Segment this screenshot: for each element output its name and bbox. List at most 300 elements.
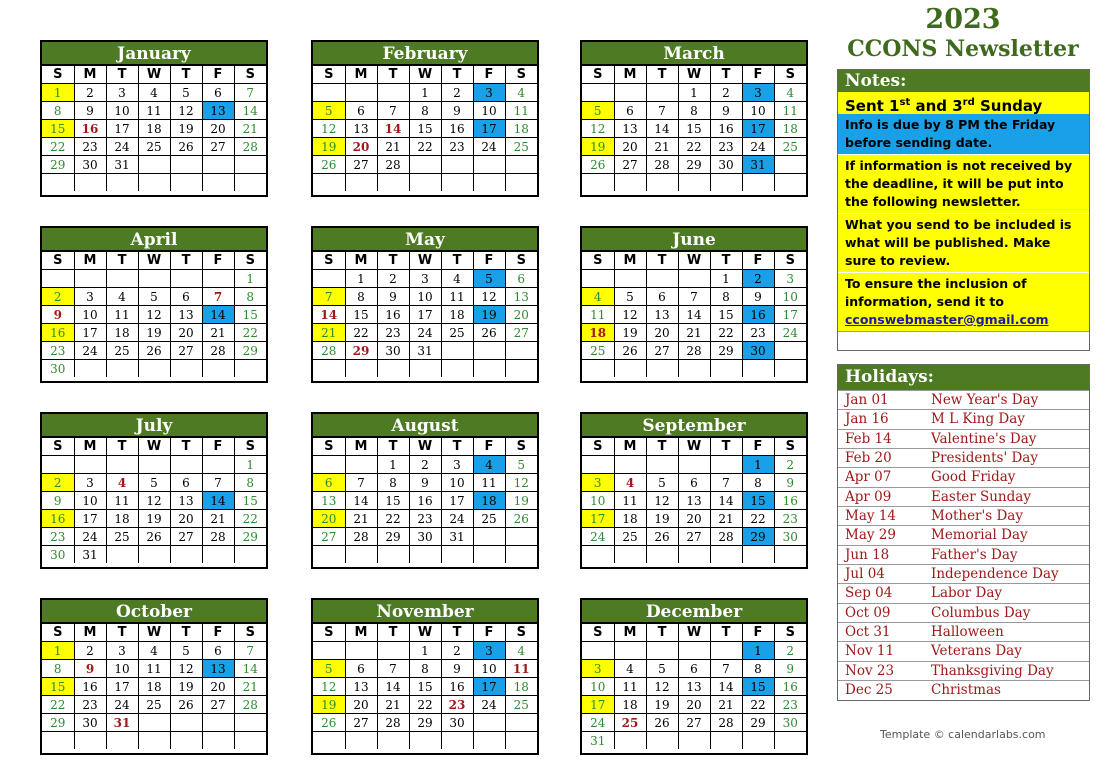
day-cell: 18 — [582, 324, 614, 342]
holiday-date: Oct 09 — [845, 604, 891, 621]
day-cell: 19 — [582, 138, 614, 156]
empty-cell — [345, 456, 377, 474]
weekday-label: W — [678, 624, 710, 642]
day-cell: 19 — [313, 696, 345, 714]
day-cell: 28 — [377, 156, 409, 174]
month-august — [311, 412, 539, 569]
day-cell: 10 — [74, 492, 106, 510]
day-cell: 6 — [202, 642, 234, 660]
day-cell: 13 — [646, 306, 678, 324]
day-cell: 8 — [42, 660, 74, 678]
day-cell: 30 — [742, 342, 774, 360]
empty-cell — [74, 360, 106, 378]
day-cell: 11 — [582, 306, 614, 324]
empty-cell — [409, 360, 441, 378]
day-cell: 28 — [234, 138, 266, 156]
day-cell: 13 — [202, 102, 234, 120]
weekday-label: S — [774, 252, 806, 270]
day-cell: 2 — [710, 84, 742, 102]
day-cell: 3 — [582, 660, 614, 678]
weekday-label: F — [202, 66, 234, 84]
day-cell: 13 — [202, 660, 234, 678]
empty-cell — [74, 456, 106, 474]
weekday-label: T — [441, 438, 473, 456]
weekday-label: S — [234, 252, 266, 270]
weekday-label: M — [614, 252, 646, 270]
empty-cell — [170, 360, 202, 378]
weekday-label: W — [678, 438, 710, 456]
empty-cell — [582, 456, 614, 474]
day-cell: 11 — [441, 288, 473, 306]
day-cell: 3 — [774, 270, 806, 288]
day-cell: 25 — [473, 510, 505, 528]
day-cell: 17 — [106, 678, 138, 696]
empty-cell — [138, 270, 170, 288]
day-cell: 24 — [441, 510, 473, 528]
empty-cell — [505, 174, 537, 192]
empty-cell — [774, 174, 806, 192]
day-cell: 18 — [774, 120, 806, 138]
day-cell: 25 — [774, 138, 806, 156]
weekday-label: S — [42, 66, 74, 84]
empty-cell — [234, 732, 266, 750]
empty-cell — [170, 174, 202, 192]
empty-cell — [170, 546, 202, 564]
weekday-label: F — [473, 252, 505, 270]
month-march — [580, 40, 808, 197]
day-cell: 5 — [646, 660, 678, 678]
empty-cell — [202, 546, 234, 564]
day-cell: 11 — [774, 102, 806, 120]
weekday-label: F — [202, 624, 234, 642]
month-title: November — [313, 600, 537, 623]
weekday-label: S — [42, 624, 74, 642]
day-cell: 19 — [614, 324, 646, 342]
empty-cell — [646, 732, 678, 750]
note-sent-schedule — [838, 92, 1089, 114]
empty-cell — [138, 714, 170, 732]
weekday-label: W — [678, 252, 710, 270]
holiday-row — [838, 661, 1089, 680]
day-cell: 8 — [710, 288, 742, 306]
day-cell: 17 — [441, 492, 473, 510]
day-cell: 21 — [313, 324, 345, 342]
empty-cell — [138, 732, 170, 750]
empty-cell — [409, 156, 441, 174]
day-cell: 15 — [742, 678, 774, 696]
day-cell: 16 — [441, 678, 473, 696]
day-cell: 11 — [614, 492, 646, 510]
day-cell: 4 — [106, 288, 138, 306]
weekday-label: S — [313, 438, 345, 456]
day-cell: 6 — [678, 660, 710, 678]
weekday-label: S — [582, 438, 614, 456]
weekday-label: S — [774, 66, 806, 84]
day-cell: 26 — [138, 342, 170, 360]
weekday-label: M — [74, 438, 106, 456]
weekday-label: T — [170, 438, 202, 456]
day-cell: 13 — [345, 678, 377, 696]
weekday-label: T — [106, 252, 138, 270]
day-cell: 10 — [582, 492, 614, 510]
empty-cell — [170, 732, 202, 750]
holiday-row — [838, 390, 1089, 409]
empty-cell — [646, 84, 678, 102]
weekday-label: W — [138, 624, 170, 642]
month-title: March — [582, 42, 806, 65]
day-cell: 14 — [377, 120, 409, 138]
day-cell: 20 — [614, 138, 646, 156]
empty-cell — [505, 546, 537, 564]
day-cell: 27 — [614, 156, 646, 174]
day-cell: 21 — [710, 696, 742, 714]
empty-cell — [473, 174, 505, 192]
empty-cell — [678, 270, 710, 288]
day-cell: 24 — [473, 696, 505, 714]
day-cell: 14 — [313, 306, 345, 324]
day-cell: 26 — [170, 138, 202, 156]
holiday-name: Thanksgiving Day — [931, 662, 1054, 679]
day-cell: 3 — [409, 270, 441, 288]
month-june — [580, 226, 808, 383]
holiday-name: Labor Day — [931, 585, 1003, 602]
empty-cell — [441, 174, 473, 192]
day-cell: 7 — [710, 474, 742, 492]
weekday-label: W — [138, 252, 170, 270]
month-april — [40, 226, 268, 383]
day-cell: 15 — [409, 120, 441, 138]
day-cell: 23 — [377, 324, 409, 342]
day-cell: 24 — [106, 696, 138, 714]
empty-cell — [473, 546, 505, 564]
weekday-label: S — [234, 624, 266, 642]
holiday-row — [838, 641, 1089, 660]
day-cell: 14 — [345, 492, 377, 510]
day-cell: 5 — [473, 270, 505, 288]
month-september — [580, 412, 808, 569]
weekday-label: F — [742, 438, 774, 456]
day-cell: 16 — [74, 678, 106, 696]
day-cell: 29 — [742, 714, 774, 732]
day-cell: 29 — [710, 342, 742, 360]
day-cell: 18 — [138, 120, 170, 138]
day-cell: 17 — [473, 678, 505, 696]
weekday-label: F — [742, 624, 774, 642]
day-cell: 20 — [170, 510, 202, 528]
weekday-label: S — [234, 66, 266, 84]
weekday-label: S — [42, 438, 74, 456]
empty-cell — [742, 732, 774, 750]
empty-cell — [505, 732, 537, 750]
weekday-label: S — [505, 624, 537, 642]
day-cell: 19 — [646, 510, 678, 528]
day-cell: 23 — [774, 510, 806, 528]
day-cell: 16 — [74, 120, 106, 138]
weekday-label: S — [505, 252, 537, 270]
day-cell: 16 — [774, 492, 806, 510]
weekday-label: T — [646, 438, 678, 456]
weekday-label: S — [582, 624, 614, 642]
empty-cell — [345, 360, 377, 378]
day-cell: 12 — [646, 492, 678, 510]
day-cell: 19 — [313, 138, 345, 156]
day-cell: 2 — [441, 642, 473, 660]
empty-cell — [106, 456, 138, 474]
weekday-label: T — [710, 66, 742, 84]
empty-cell — [646, 174, 678, 192]
weekday-label: T — [170, 624, 202, 642]
empty-cell — [409, 732, 441, 750]
day-cell: 21 — [377, 138, 409, 156]
holiday-date: May 14 — [845, 508, 896, 525]
day-cell: 18 — [138, 678, 170, 696]
weekday-label: T — [710, 438, 742, 456]
empty-cell — [170, 714, 202, 732]
day-cell: 28 — [345, 528, 377, 546]
day-cell: 22 — [678, 138, 710, 156]
day-cell: 17 — [74, 324, 106, 342]
day-cell: 2 — [377, 270, 409, 288]
day-cell: 22 — [234, 324, 266, 342]
day-cell: 20 — [345, 696, 377, 714]
day-cell: 12 — [138, 306, 170, 324]
day-cell: 8 — [742, 474, 774, 492]
day-cell: 26 — [646, 528, 678, 546]
day-cell: 26 — [505, 510, 537, 528]
day-cell: 31 — [409, 342, 441, 360]
day-cell: 12 — [505, 474, 537, 492]
holiday-date: Feb 14 — [845, 430, 892, 447]
day-cell: 16 — [409, 492, 441, 510]
day-cell: 8 — [377, 474, 409, 492]
month-table — [42, 65, 266, 191]
empty-cell — [710, 174, 742, 192]
weekday-label: F — [742, 66, 774, 84]
empty-cell — [614, 270, 646, 288]
month-table — [582, 251, 806, 377]
weekday-label: T — [441, 252, 473, 270]
weekday-label: M — [345, 438, 377, 456]
day-cell: 10 — [774, 288, 806, 306]
empty-cell — [614, 456, 646, 474]
empty-cell — [614, 732, 646, 750]
empty-cell — [202, 360, 234, 378]
day-cell: 11 — [505, 660, 537, 678]
day-cell: 24 — [742, 138, 774, 156]
empty-cell — [106, 732, 138, 750]
day-cell: 7 — [234, 642, 266, 660]
holidays-heading: Holidays: — [838, 365, 1089, 390]
day-cell: 8 — [345, 288, 377, 306]
day-cell: 31 — [106, 156, 138, 174]
day-cell: 17 — [74, 510, 106, 528]
day-cell: 25 — [505, 696, 537, 714]
holiday-row — [838, 564, 1089, 583]
day-cell: 20 — [505, 306, 537, 324]
empty-cell — [710, 546, 742, 564]
year-title: 2023 — [925, 4, 1001, 35]
day-cell: 26 — [170, 696, 202, 714]
weekday-label: T — [106, 438, 138, 456]
day-cell: 1 — [742, 456, 774, 474]
weekday-label: T — [646, 66, 678, 84]
day-cell: 5 — [505, 456, 537, 474]
day-cell: 19 — [170, 120, 202, 138]
day-cell: 4 — [774, 84, 806, 102]
holiday-date: Apr 07 — [845, 469, 892, 486]
empty-cell — [774, 732, 806, 750]
month-october — [40, 598, 268, 755]
sent-sup2: rd — [962, 97, 975, 108]
weekday-label: S — [42, 252, 74, 270]
day-cell: 8 — [742, 660, 774, 678]
day-cell: 2 — [774, 642, 806, 660]
email-link[interactable]: cconswebmaster@gmail.com — [845, 312, 1049, 327]
day-cell: 2 — [742, 270, 774, 288]
day-cell: 25 — [138, 138, 170, 156]
day-cell: 12 — [614, 306, 646, 324]
empty-cell — [582, 270, 614, 288]
weekday-label: S — [313, 252, 345, 270]
month-table — [313, 437, 537, 563]
day-cell: 28 — [234, 696, 266, 714]
day-cell: 25 — [106, 528, 138, 546]
holiday-row — [838, 467, 1089, 486]
day-cell: 28 — [646, 156, 678, 174]
day-cell: 4 — [138, 642, 170, 660]
day-cell: 23 — [441, 138, 473, 156]
day-cell: 12 — [473, 288, 505, 306]
day-cell: 18 — [106, 510, 138, 528]
day-cell: 12 — [582, 120, 614, 138]
day-cell: 14 — [234, 660, 266, 678]
day-cell: 16 — [774, 678, 806, 696]
day-cell: 27 — [345, 714, 377, 732]
day-cell: 20 — [202, 120, 234, 138]
day-cell: 13 — [678, 492, 710, 510]
day-cell: 13 — [345, 120, 377, 138]
day-cell: 7 — [234, 84, 266, 102]
holiday-row — [838, 603, 1089, 622]
empty-cell — [505, 714, 537, 732]
month-july — [40, 412, 268, 569]
empty-cell — [234, 714, 266, 732]
empty-cell — [42, 732, 74, 750]
month-table — [582, 65, 806, 191]
weekday-label: W — [678, 66, 710, 84]
day-cell: 7 — [202, 288, 234, 306]
day-cell: 14 — [202, 306, 234, 324]
empty-cell — [710, 456, 742, 474]
day-cell: 5 — [170, 84, 202, 102]
day-cell: 30 — [774, 528, 806, 546]
day-cell: 14 — [646, 120, 678, 138]
day-cell: 16 — [42, 510, 74, 528]
month-table — [42, 437, 266, 563]
empty-cell — [742, 360, 774, 378]
day-cell: 20 — [345, 138, 377, 156]
day-cell: 22 — [409, 138, 441, 156]
day-cell: 11 — [505, 102, 537, 120]
day-cell: 31 — [74, 546, 106, 564]
holiday-date: Sep 04 — [845, 585, 893, 602]
day-cell: 21 — [377, 696, 409, 714]
empty-cell — [313, 174, 345, 192]
day-cell: 29 — [42, 714, 74, 732]
day-cell: 31 — [106, 714, 138, 732]
weekday-label: T — [106, 66, 138, 84]
day-cell: 3 — [106, 642, 138, 660]
holiday-name: Presidents' Day — [931, 450, 1038, 467]
empty-cell — [377, 642, 409, 660]
holiday-row — [838, 448, 1089, 467]
day-cell: 6 — [170, 288, 202, 306]
sent-mid: and 3 — [910, 97, 963, 115]
day-cell: 27 — [170, 528, 202, 546]
day-cell: 19 — [505, 492, 537, 510]
day-cell: 17 — [774, 306, 806, 324]
day-cell: 25 — [441, 324, 473, 342]
month-table — [582, 437, 806, 563]
day-cell: 29 — [678, 156, 710, 174]
empty-cell — [234, 360, 266, 378]
weekday-label: M — [614, 624, 646, 642]
day-cell: 6 — [646, 288, 678, 306]
day-cell: 9 — [441, 660, 473, 678]
empty-cell — [646, 642, 678, 660]
day-cell: 24 — [74, 528, 106, 546]
day-cell: 22 — [409, 696, 441, 714]
day-cell: 30 — [409, 528, 441, 546]
empty-cell — [170, 456, 202, 474]
day-cell: 31 — [582, 732, 614, 750]
empty-cell — [234, 156, 266, 174]
day-cell: 17 — [409, 306, 441, 324]
day-cell: 14 — [678, 306, 710, 324]
empty-cell — [505, 360, 537, 378]
day-cell: 15 — [345, 306, 377, 324]
day-cell: 4 — [138, 84, 170, 102]
day-cell: 17 — [582, 510, 614, 528]
weekday-label: W — [409, 252, 441, 270]
day-cell: 9 — [42, 492, 74, 510]
weekday-label: T — [646, 252, 678, 270]
empty-cell — [614, 546, 646, 564]
day-cell: 10 — [441, 474, 473, 492]
day-cell: 9 — [441, 102, 473, 120]
day-cell: 23 — [774, 696, 806, 714]
weekday-label: S — [774, 624, 806, 642]
month-title: July — [42, 414, 266, 437]
empty-cell — [614, 84, 646, 102]
month-table — [582, 623, 806, 749]
empty-cell — [678, 546, 710, 564]
day-cell: 12 — [646, 678, 678, 696]
day-cell: 14 — [710, 492, 742, 510]
day-cell: 20 — [678, 696, 710, 714]
empty-cell — [42, 270, 74, 288]
weekday-label: S — [505, 438, 537, 456]
empty-cell — [774, 342, 806, 360]
weekday-label: S — [582, 252, 614, 270]
day-cell: 6 — [678, 474, 710, 492]
day-cell: 2 — [74, 642, 106, 660]
day-cell: 8 — [42, 102, 74, 120]
day-cell: 14 — [377, 678, 409, 696]
holiday-name: Easter Sunday — [931, 488, 1031, 505]
empty-cell — [678, 456, 710, 474]
month-january — [40, 40, 268, 197]
